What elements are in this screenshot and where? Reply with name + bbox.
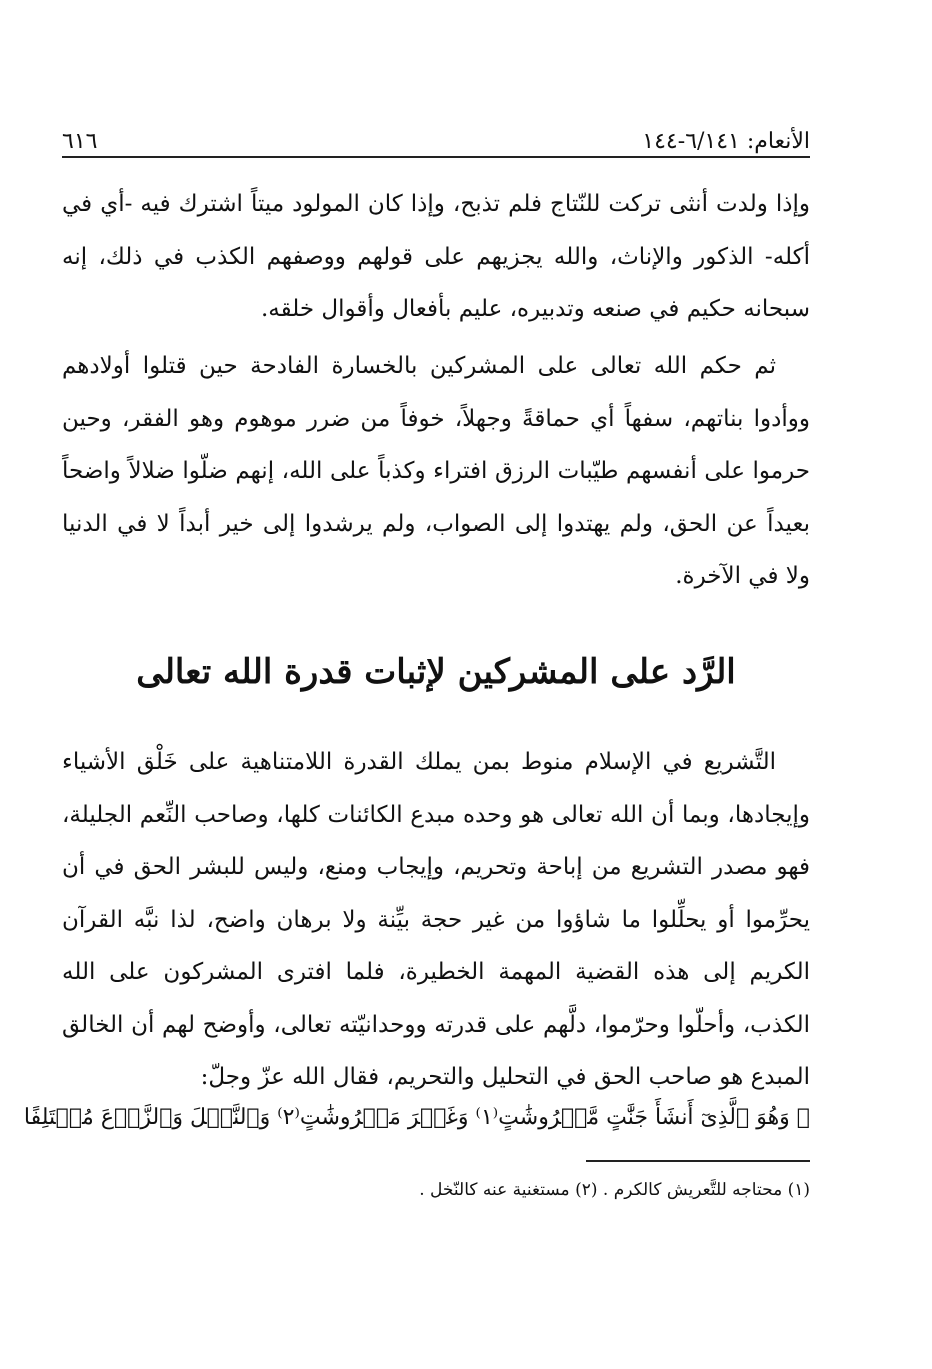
page-header xyxy=(62,118,810,154)
footnote-divider xyxy=(586,1160,810,1162)
section-reference: الأنعام: ٦/١٤١-١٤٤ xyxy=(642,129,810,154)
section-heading: الرَّد على المشركين لإثبات قدرة الله تعالى xyxy=(136,652,736,692)
footnotes: (١) محتاجه للتَّعريش كالكرم . (٢) مستغنية عنه كالنّخل . xyxy=(419,1180,810,1200)
paragraph-judgment: ثم حكم الله تعالى على المشركين بالخسارة الفادحة حين قتلوا أولادهم ووأدوا بناتهم، سفهاً أي حماقةً وجهلاً، خوفاً من ضرر موهوم وهو الفقر، وحين حرموا على أنفسهم طيّبات الرزق افتراء وكذباً على الله، إنهم ضلّوا ضلالاً واضحاً بعيداً عن الحق، ولم يهتدوا إلى الصواب، ولم يرشدوا إلى خير أبداً لا في الدنيا ولا في الآخرة. xyxy=(62,353,810,589)
paragraph-legislation: التَّشريع في الإسلام منوط بمن يملك القدرة اللامتناهية على خَلْق الأشياء وإيجادها، وبما أن الله تعالى هو وحده مبدع الكائنات كلها، وصاحب النِّعم الجليلة، فهو مصدر التشريع من إباحة وتحريم، وإيجاب ومنع، وليس للبشر الحق في أن يحرِّموا أو يحلِّلوا ما شاؤوا من غير حجة بيِّنة ولا برهان واضح، لذا نبَّه القرآن الكريم إلى هذه القضية المهمة الخطيرة، فلما افترى المشركون على الله الكذب، وأحلّوا وحرّموا، دلَّهم على قدرته ووحدانيّته تعالى، وأوضح لهم أن الخالق المبدع هو صاحب الحق في التحليل والتحريم، فقال الله عزّ وجلّ: xyxy=(62,749,810,1090)
quran-verse: ﴿ وَهُوَ ٱلَّذِىٓ أَنشَأَ جَنَّٰتٍ مَّعۡرُوشَٰتٍ⁽١⁾ وَغَيۡرَ مَعۡرُوشَٰتٍ⁽٢⁾ وَٱلنَّخۡلَ وَٱلزَّرۡعَ مُخۡتَلِفًا xyxy=(23,1105,810,1130)
paragraph-continuation: وإذا ولدت أنثى تركت للنّتاج فلم تذبح، وإذا كان المولود ميتاً اشترك فيه -أي في أكله- الذكور والإناث، والله يجزيهم على قولهم ووصفهم الكذب في ذلك، إنه سبحانه حكيم في صنعه وتدبيره، عليم بأفعال وأقوال خلقه. xyxy=(62,191,810,322)
header-divider xyxy=(62,156,810,158)
page-number: ٦١٦ xyxy=(62,129,98,154)
